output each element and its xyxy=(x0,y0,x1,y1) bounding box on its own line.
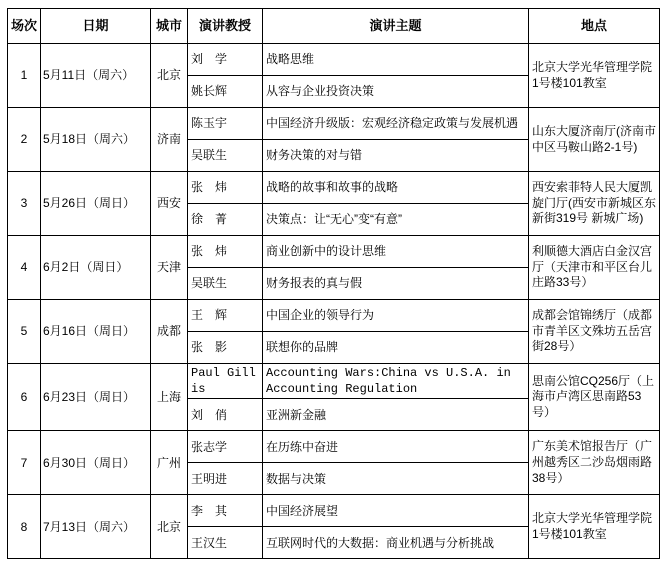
topic-cell: 财务决策的对与错 xyxy=(263,140,529,172)
topic-cell: 商业创新中的设计思维 xyxy=(263,236,529,268)
topic-cell: 从容与企业投资决策 xyxy=(263,76,529,108)
speaker-cell: 王 辉 xyxy=(188,300,263,332)
topic-cell: 数据与决策 xyxy=(263,463,529,495)
city-cell: 济南 xyxy=(151,108,188,172)
session-cell: 5 xyxy=(8,300,41,364)
city-cell: 成都 xyxy=(151,300,188,364)
speaker-cell: 刘 学 xyxy=(188,44,263,76)
date-cell: 7月13日（周六） xyxy=(41,495,151,559)
table-row xyxy=(8,364,660,399)
venue-cell: 成都会馆锦绣厅（成都市青羊区文殊坊五岳宫街28号） xyxy=(529,300,660,364)
venue-cell: 思南公馆CQ256厅（上海市卢湾区思南路53号） xyxy=(529,364,660,431)
speaker-cell: 王明进 xyxy=(188,463,263,495)
city-cell: 上海 xyxy=(151,364,188,431)
speaker-cell: 张 炜 xyxy=(188,172,263,204)
session-cell: 6 xyxy=(8,364,41,431)
speaker-cell: 刘 俏 xyxy=(188,399,263,431)
venue-cell: 北京大学光华管理学院1号楼101教室 xyxy=(529,495,660,559)
table-row xyxy=(8,108,660,140)
topic-cell: 中国企业的领导行为 xyxy=(263,300,529,332)
date-cell: 6月16日（周日） xyxy=(41,300,151,364)
table-body xyxy=(8,44,660,559)
venue-cell: 山东大厦济南厅(济南市中区马鞍山路2-1号) xyxy=(529,108,660,172)
header-cell: 日期 xyxy=(41,9,151,44)
table-header xyxy=(8,9,660,44)
session-cell: 1 xyxy=(8,44,41,108)
date-cell: 5月11日（周六） xyxy=(41,44,151,108)
speaker-cell: 王汉生 xyxy=(188,527,263,559)
table-row xyxy=(8,236,660,268)
topic-cell: 财务报表的真与假 xyxy=(263,268,529,300)
topic-cell: 决策点：让“无心”变“有意” xyxy=(263,204,529,236)
header-cell: 城市 xyxy=(151,9,188,44)
table-row xyxy=(8,495,660,527)
topic-cell: 中国经济升级版：宏观经济稳定政策与发展机遇 xyxy=(263,108,529,140)
speaker-cell: 吴联生 xyxy=(188,268,263,300)
topic-cell: 互联网时代的大数据：商业机遇与分析挑战 xyxy=(263,527,529,559)
date-cell: 6月23日（周日） xyxy=(41,364,151,431)
city-cell: 西安 xyxy=(151,172,188,236)
table-row xyxy=(8,44,660,76)
date-cell: 6月30日（周日） xyxy=(41,431,151,495)
date-cell: 5月18日（周六） xyxy=(41,108,151,172)
venue-cell: 西安索菲特人民大厦凯旋门厅(西安市新城区东新街319号 新城广场) xyxy=(529,172,660,236)
topic-cell: 在历练中奋进 xyxy=(263,431,529,463)
session-cell: 7 xyxy=(8,431,41,495)
topic-cell: Accounting Wars:China vs U.S.A. in Accounting Regulation xyxy=(263,364,529,399)
schedule-table xyxy=(7,8,660,559)
city-cell: 广州 xyxy=(151,431,188,495)
session-cell: 3 xyxy=(8,172,41,236)
city-cell: 北京 xyxy=(151,44,188,108)
venue-cell: 广东美术馆报告厅（广州越秀区二沙岛烟雨路38号） xyxy=(529,431,660,495)
speaker-cell: 张志学 xyxy=(188,431,263,463)
topic-cell: 亚洲新金融 xyxy=(263,399,529,431)
speaker-cell: 姚长辉 xyxy=(188,76,263,108)
header-cell: 演讲主题 xyxy=(263,9,529,44)
header-cell: 演讲教授 xyxy=(188,9,263,44)
header-cell: 场次 xyxy=(8,9,41,44)
date-cell: 5月26日（周日） xyxy=(41,172,151,236)
session-cell: 8 xyxy=(8,495,41,559)
city-cell: 北京 xyxy=(151,495,188,559)
topic-cell: 战略的故事和故事的战略 xyxy=(263,172,529,204)
session-cell: 4 xyxy=(8,236,41,300)
date-cell: 6月2日（周日） xyxy=(41,236,151,300)
speaker-cell: 徐 菁 xyxy=(188,204,263,236)
topic-cell: 中国经济展望 xyxy=(263,495,529,527)
speaker-cell: 陈玉宇 xyxy=(188,108,263,140)
city-cell: 天津 xyxy=(151,236,188,300)
speaker-cell: 李 其 xyxy=(188,495,263,527)
session-cell: 2 xyxy=(8,108,41,172)
speaker-cell: Paul Gillis xyxy=(188,364,263,399)
topic-cell: 联想你的品牌 xyxy=(263,332,529,364)
table-row xyxy=(8,172,660,204)
topic-cell: 战略思维 xyxy=(263,44,529,76)
table-row xyxy=(8,431,660,463)
speaker-cell: 吴联生 xyxy=(188,140,263,172)
speaker-cell: 张 炜 xyxy=(188,236,263,268)
header-cell: 地点 xyxy=(529,9,660,44)
venue-cell: 利顺德大酒店白金汉宫厅（天津市和平区台儿庄路33号） xyxy=(529,236,660,300)
speaker-cell: 张 影 xyxy=(188,332,263,364)
header-row xyxy=(8,9,660,44)
venue-cell: 北京大学光华管理学院1号楼101教室 xyxy=(529,44,660,108)
table-row xyxy=(8,300,660,332)
